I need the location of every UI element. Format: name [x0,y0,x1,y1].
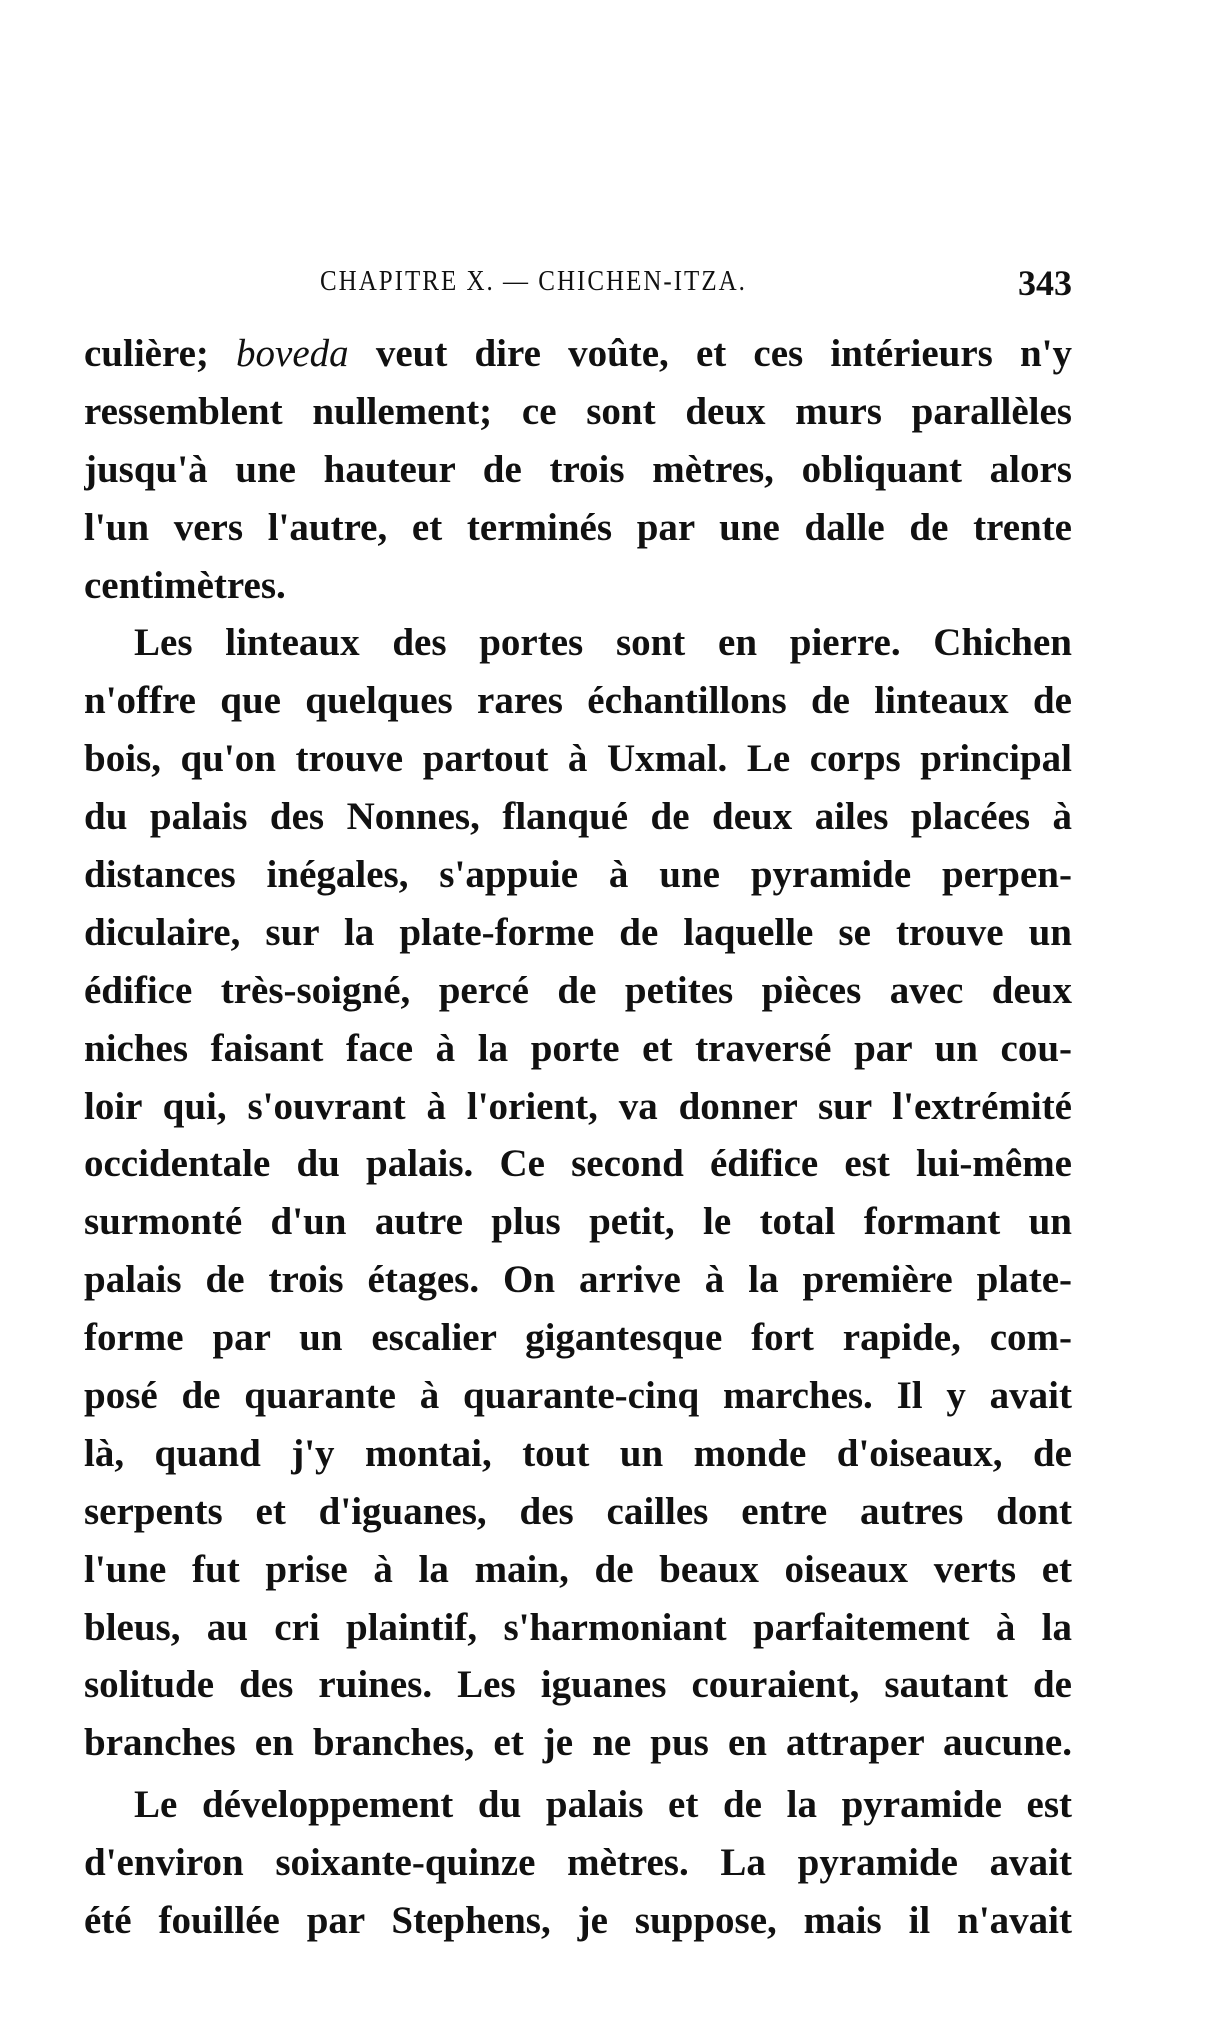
text-line: été fouillée par Stephens, je suppose, mais il n'avait [84,1899,1072,1943]
italic-word: boveda [236,332,349,375]
text-segment: veut dire voûte, et ces intérieurs n'y [348,332,1072,375]
text-line: loir qui, s'ouvrant à l'orient, va donner sur l'extrémité [84,1084,1072,1128]
text-line: n'offre que quelques rares échantillons de linteaux de [84,679,1072,723]
text-line: occidentale du palais. Ce second édifice est lui-même [84,1142,1072,1186]
text-line: ressemblent nullement; ce sont deux murs parallèles [84,389,1072,433]
text-line: édifice très-soigné, percé de petites pièces avec deux [84,968,1072,1012]
text-line: niches faisant face à la porte et traversé par un cou- [84,1026,1072,1070]
text-line: serpents et d'iguanes, des cailles entre autres dont [84,1489,1072,1533]
text-line: centimètres. [84,563,286,607]
text-line: branches en branches, et je ne pus en attraper aucune. [84,1721,1072,1765]
text-line: l'une fut prise à la main, de beaux oiseaux verts et [84,1547,1072,1591]
page-number: 343 [1018,263,1072,303]
text-line: diculaire, sur la plate-forme de laquelle se trouve un [84,910,1072,954]
text-line: là, quand j'y montai, tout un monde d'oiseaux, de [84,1431,1072,1475]
text-line: d'environ soixante-quinze mètres. La pyramide avait [84,1841,1072,1885]
body-text [84,325,1072,1950]
running-title: CHAPITRE X. — CHICHEN-ITZA. [320,266,747,298]
text-line: solitude des ruines. Les iguanes couraient, sautant de [84,1663,1072,1707]
text-line: distances inégales, s'appuie à une pyramide perpen- [84,853,1072,897]
text-line: jusqu'à une hauteur de trois mètres, obliquant alors [84,447,1072,491]
text-line: Le développement du palais et de la pyramide est [134,1783,1072,1827]
text-segment: culière; [84,332,237,375]
running-header [84,262,1072,302]
text-line [84,325,1072,383]
text-line: bleus, au cri plaintif, s'harmoniant parfaitement à la [84,1605,1072,1649]
text-line: posé de quarante à quarante-cinq marches. Il y avait [84,1374,1072,1418]
text-line: Les linteaux des portes sont en pierre. Chichen [134,621,1072,665]
text-line: surmonté d'un autre plus petit, le total formant un [84,1200,1072,1244]
text-line: du palais des Nonnes, flanqué de deux ailes placées à [84,795,1072,839]
text-line: palais de trois étages. On arrive à la première plate- [84,1258,1072,1302]
text-line: l'un vers l'autre, et terminés par une dalle de trente [84,505,1072,549]
text-line: forme par un escalier gigantesque fort rapide, com- [84,1316,1072,1360]
text-line: bois, qu'on trouve partout à Uxmal. Le corps principal [84,737,1072,781]
